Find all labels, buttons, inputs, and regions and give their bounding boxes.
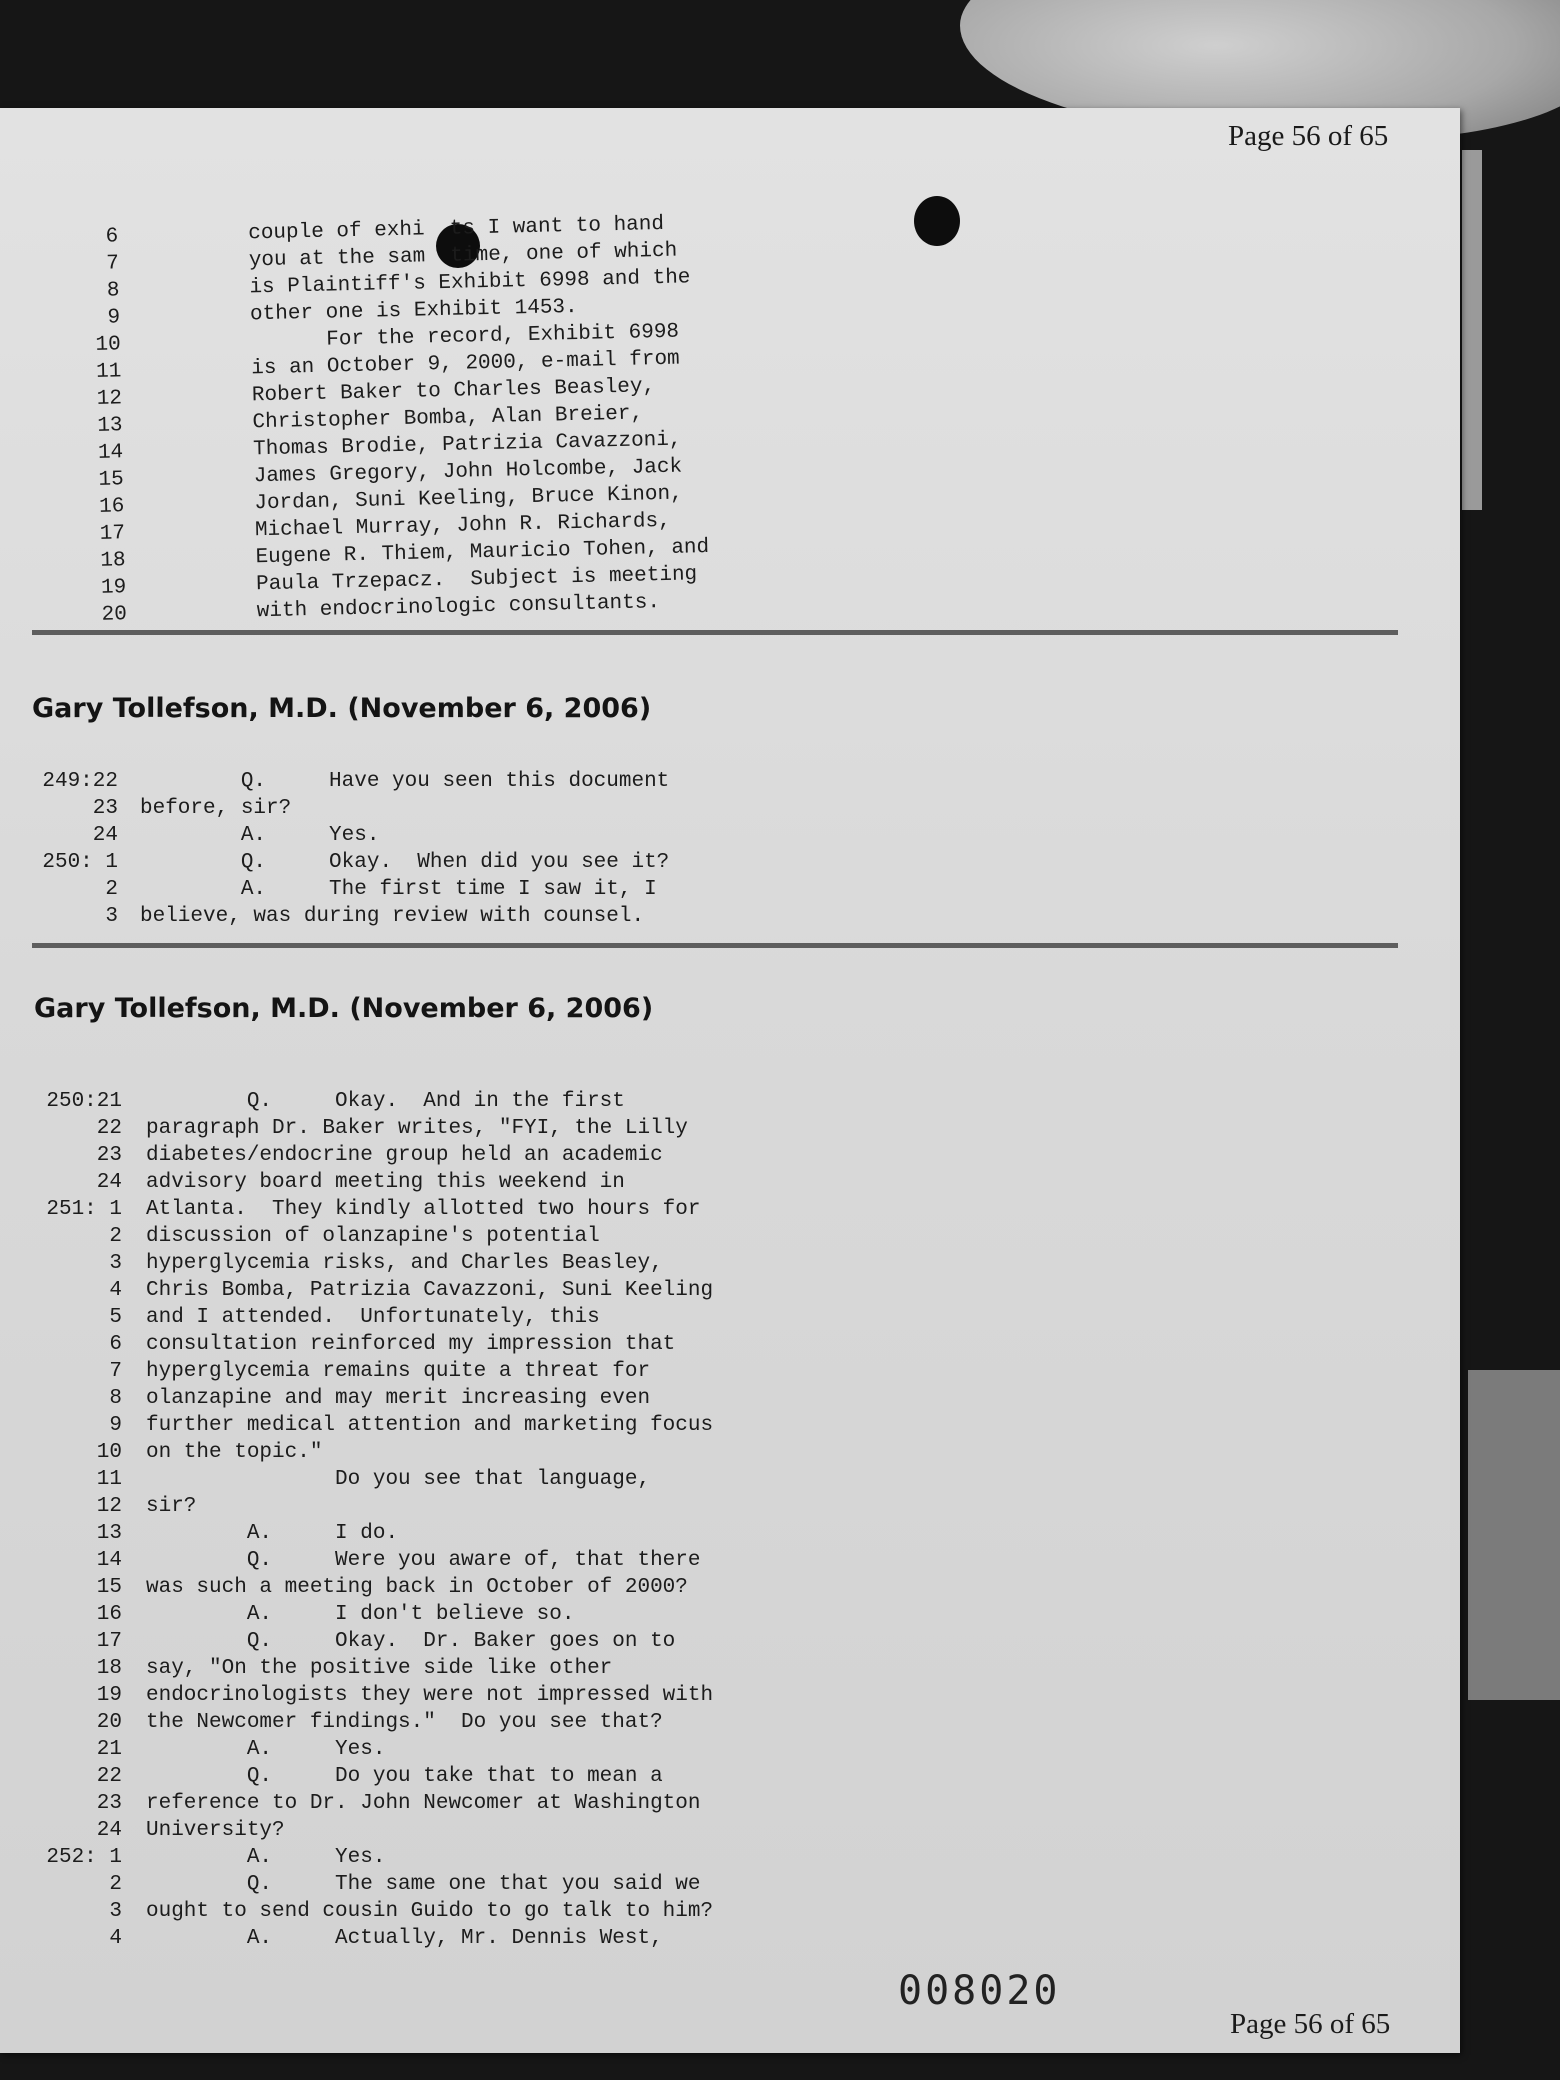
transcript-line [0,1736,900,1763]
line-number: 3 [109,1252,122,1275]
line-text: discussion of olanzapine's potential [146,1225,600,1248]
line-number: 14 [96,1549,122,1572]
transcript-line [0,1547,900,1574]
line-text: Robert Baker to Charles Beasley, [251,375,656,408]
line-text: hyperglycemia risks, and Charles Beasley, [146,1252,663,1275]
line-number: 8 [106,279,120,303]
line-number: 16 [98,495,125,519]
line-text: consultation reinforced my impression that [146,1333,676,1356]
line-number: 6 [105,225,119,249]
line-text: was such a meeting back in October of 2000? [146,1576,688,1599]
line-number: 12 [96,1495,122,1518]
line-text: Q. The same one that you said we [146,1873,701,1896]
line-text: A. Actually, Mr. Dennis West, [146,1927,663,1950]
line-number: 7 [109,1360,122,1383]
line-number: 8 [109,1387,122,1410]
transcript-line [0,1250,900,1277]
line-number: 22 [96,1117,122,1140]
line-text: A. The first time I saw it, I [140,878,657,901]
line-text: A. Yes. [146,1738,386,1761]
line-number: 3 [105,905,118,928]
line-text: advisory board meeting this weekend in [146,1171,625,1194]
line-number: 17 [96,1630,122,1653]
line-text: A. Yes. [146,1846,386,1869]
line-text: further medical attention and marketing focus [146,1414,714,1437]
transcript-line [0,1601,900,1628]
transcript-line [0,1628,900,1655]
line-text: endocrinologists they were not impressed with [146,1684,714,1707]
line-number: 23 [96,1144,122,1167]
footer-page-number: Page 56 of 65 [1230,2008,1391,2040]
transcript-line [0,1655,900,1682]
line-number: 20 [96,1711,122,1734]
line-number: 21 [96,1738,122,1761]
transcript-line [0,1142,900,1169]
transcript-line [0,1898,900,1925]
line-text: Christopher Bomba, Alan Breier, [252,402,644,435]
transcript-line [0,1493,900,1520]
line-text: A. I do. [146,1522,399,1545]
excerpt-2-heading: Gary Tollefson, M.D. (November 6, 2006) [32,693,652,724]
line-text: is Plaintiff's Exhibit 6998 and the [249,266,691,300]
section-divider [32,630,1398,635]
transcript-line [0,1790,900,1817]
transcript-line [0,795,900,822]
line-text: with endocrinologic consultants. [256,591,661,624]
transcript-line [0,1520,900,1547]
line-number: 14 [97,441,124,465]
line-text: Q. Were you aware of, that there [146,1549,701,1572]
line-number: 19 [96,1684,122,1707]
transcript-line [0,768,900,795]
line-text: A. I don't believe so. [146,1603,575,1626]
transcript-line [0,1115,900,1142]
line-number: 2 [109,1873,122,1896]
line-text: Q. Do you take that to mean a [146,1765,663,1788]
transcript-line [0,1466,900,1493]
line-number: 13 [97,414,123,438]
transcript-line [0,849,900,876]
line-number: 23 [92,797,118,820]
line-number: 10 [95,333,121,357]
line-text: olanzapine and may merit increasing even [146,1387,651,1410]
line-text: Jordan, Suni Keeling, Bruce Kinon, [254,482,684,516]
transcript-line [0,1277,900,1304]
line-text: Do you see that language, [146,1468,651,1491]
line-number: 2 [109,1225,122,1248]
line-text: and I attended. Unfortunately, this [146,1306,600,1329]
line-number: 23 [96,1792,122,1815]
section-divider [32,943,1398,948]
line-number: 4 [109,1279,122,1302]
line-text: diabetes/endocrine group held an academic [146,1144,663,1167]
line-number: 13 [96,1522,122,1545]
transcript-line [0,1223,900,1250]
transcript-line [0,1763,900,1790]
line-text: other one is Exhibit 1453. [249,295,578,327]
line-number: 22 [96,1765,122,1788]
line-text: Q. Okay. Dr. Baker goes on to [146,1630,676,1653]
transcript-line [0,876,900,903]
line-text: believe, was during review with counsel. [140,905,645,928]
line-number: 6 [109,1333,122,1356]
transcript-line [0,1439,900,1466]
line-number: 9 [109,1414,122,1437]
line-number: 20 [101,603,128,627]
line-text: Eugene R. Thiem, Mauricio Tohen, and [255,535,710,570]
line-text: University? [146,1819,285,1842]
line-number: 24 [96,1819,122,1842]
line-number: 19 [100,576,127,600]
line-text: James Gregory, John Holcombe, Jack [253,455,683,489]
line-text: A. Yes. [140,824,380,847]
line-number: 249:22 [42,770,118,793]
line-number: 17 [99,522,126,546]
line-text: the Newcomer findings." Do you see that? [146,1711,663,1734]
transcript-line [0,1817,900,1844]
transcript-line [0,822,900,849]
line-text: Thomas Brodie, Patrizia Cavazzoni, [252,428,682,462]
line-number: 5 [109,1306,122,1329]
line-number: 9 [107,306,121,330]
header-page-number: Page 56 of 65 [1228,120,1389,152]
line-number: 24 [96,1171,122,1194]
transcript-line [0,1844,900,1871]
line-number: 7 [106,252,120,276]
line-number: 24 [92,824,118,847]
line-text: Atlanta. They kindly allotted two hours for [146,1198,701,1221]
line-text: ought to send cousin Guido to go talk to him? [146,1900,714,1923]
line-number: 250:21 [46,1090,122,1113]
excerpt-3-heading: Gary Tollefson, M.D. (November 6, 2006) [34,993,654,1024]
line-text: Michael Murray, John R. Richards, [254,509,672,543]
line-number: 15 [96,1576,122,1599]
transcript-line [0,1169,900,1196]
line-text: couple of exhi ts I want to hand [247,212,665,246]
transcript-line [0,1682,900,1709]
line-number: 2 [105,878,118,901]
line-text: Q. Okay. And in the first [146,1090,625,1113]
line-number: 251: 1 [46,1198,122,1221]
background-paper-edge [1462,150,1482,510]
transcript-line [0,1574,900,1601]
transcript-line [0,1385,900,1412]
line-text: reference to Dr. John Newcomer at Washington [146,1792,701,1815]
line-number: 10 [96,1441,122,1464]
excerpt-3-transcript [0,1088,900,1952]
transcript-line [0,903,900,930]
transcript-line [0,1331,900,1358]
line-number: 11 [96,1468,122,1491]
transcript-line [0,1412,900,1439]
line-number: 18 [96,1657,122,1680]
line-number: 11 [95,360,122,384]
bates-number: 008020 [898,1968,1061,2014]
excerpt-1-transcript [0,206,909,631]
line-number: 12 [96,387,123,411]
excerpt-2-transcript [0,768,900,930]
line-number: 16 [96,1603,122,1626]
line-number: 252: 1 [46,1846,122,1869]
punch-hole [914,196,960,246]
line-text: sir? [146,1495,197,1518]
document-page [0,108,1460,2053]
line-text: hyperglycemia remains quite a threat for [146,1360,651,1383]
line-text: on the topic." [146,1441,323,1464]
line-text: Paula Trzepacz. Subject is meeting [255,563,698,597]
transcript-line [0,1304,900,1331]
line-text: For the record, Exhibit 6998 [250,320,680,354]
line-text: say, "On the positive side like other [146,1657,613,1680]
line-text: you at the sam time, one of which [248,239,678,273]
transcript-line [0,1088,900,1115]
transcript-line [0,1358,900,1385]
line-number: 15 [98,468,125,492]
line-text: Q. Okay. When did you see it? [140,851,670,874]
line-number: 18 [100,549,126,573]
line-text: before, sir? [140,797,292,820]
transcript-line [0,1925,900,1952]
transcript-line [0,1871,900,1898]
line-text: is an October 9, 2000, e-mail from [251,347,680,381]
transcript-line [0,1196,900,1223]
tape-strip [1468,1370,1560,1700]
line-text: Chris Bomba, Patrizia Cavazzoni, Suni Keeling [146,1279,714,1302]
transcript-line [0,1709,900,1736]
line-text: paragraph Dr. Baker writes, "FYI, the Lilly [146,1117,688,1140]
line-number: 4 [109,1927,122,1950]
line-text: Q. Have you seen this document [140,770,670,793]
line-number: 250: 1 [42,851,118,874]
line-number: 3 [109,1900,122,1923]
